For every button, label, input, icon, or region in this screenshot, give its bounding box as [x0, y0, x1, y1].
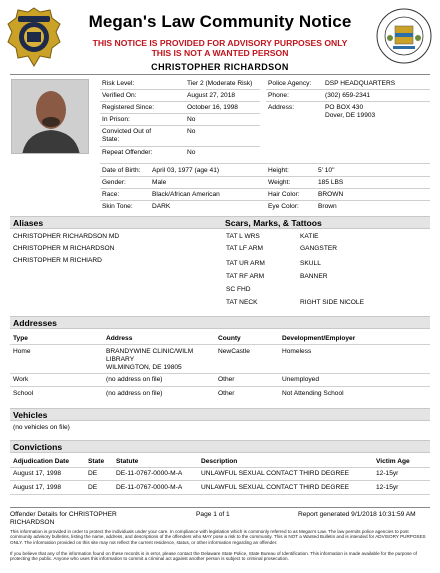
address-development: Homeless — [282, 348, 312, 355]
page-number: Page 1 of 1 — [196, 511, 230, 518]
verified-value: August 27, 2018 — [187, 92, 236, 99]
address-development: Unemployed — [282, 376, 320, 383]
conviction-state: DE — [88, 470, 98, 477]
row-divider — [100, 163, 430, 164]
row-divider — [10, 373, 430, 374]
scars-heading: Scars, Marks, & Tattoos — [225, 218, 322, 228]
repeat-offender-value: No — [187, 149, 196, 156]
row-divider — [100, 89, 260, 90]
eye-color-value: Brown — [318, 203, 337, 210]
conviction-description: UNLAWFUL SEXUAL CONTACT THIRD DEGREE — [201, 470, 350, 477]
offender-name-heading: CHRISTOPHER RICHARDSON — [151, 62, 289, 72]
address-county: NewCastle — [218, 348, 250, 355]
height-label: Height: — [268, 167, 289, 174]
advisory-notice: THIS NOTICE IS PROVIDED FOR ADVISORY PURPOSES ONLY — [92, 38, 348, 48]
row-divider — [100, 200, 430, 201]
agency-label: Police Agency: — [268, 80, 312, 87]
agency-address-line2: Dover, DE 19903 — [325, 112, 376, 119]
race-value: Black/African American — [152, 191, 220, 198]
height-value: 5' 10" — [318, 167, 335, 174]
gender-value: Male — [152, 179, 167, 186]
scar-location: TAT UR ARM — [226, 260, 265, 267]
row-divider — [100, 113, 260, 114]
dob-value: April 03, 1977 (age 41) — [152, 167, 220, 174]
state-police-badge-icon — [6, 6, 62, 68]
row-divider — [10, 467, 430, 468]
offender-photo — [11, 79, 89, 154]
address-type: Home — [13, 348, 31, 355]
scar-description: SKULL — [300, 260, 321, 267]
row-divider — [266, 89, 430, 90]
disclaimer-contact-text: If you believe that any of the information found on these records is in error, please contact the Delaware State Police, State Bureau of Identification. This information is made available for the purpose of protecting the public. Anyone who uses this information to commit a criminal act against another person is subject to criminal prosecution. — [10, 551, 417, 562]
registered-value: October 16, 1998 — [187, 104, 238, 111]
conviction-date: August 17, 1998 — [13, 470, 62, 477]
row-divider — [100, 176, 430, 177]
row-divider — [10, 494, 430, 495]
aliases-heading: Aliases — [13, 218, 44, 228]
state-seal-icon — [376, 8, 432, 64]
no-vehicles-text: (no vehicles on file) — [13, 424, 70, 431]
address-line: LIBRARY — [106, 356, 135, 363]
scar-location: TAT LF ARM — [226, 245, 264, 252]
conviction-statute: DE-11-0767-0000-M-A — [116, 470, 183, 477]
report-generated: Report generated 9/1/2018 10:31:59 AM — [298, 511, 416, 518]
dob-label: Date of Birth: — [102, 167, 141, 174]
convicted-out-value: No — [187, 128, 196, 135]
eye-color-label: Eye Color: — [268, 203, 299, 210]
column-header: Type — [13, 335, 28, 342]
scar-location: TAT NECK — [226, 299, 258, 306]
repeat-offender-label: Repeat Offender: — [102, 149, 153, 156]
column-header: Development/Employer — [282, 335, 356, 342]
weight-label: Weight: — [268, 179, 291, 186]
footer-divider — [10, 507, 430, 508]
risk-level-value: Tier 2 (Moderate Risk) — [187, 80, 253, 87]
agency-address-line1: PO BOX 430 — [325, 104, 364, 111]
footer-details-line1: Offender Details for CHRISTOPHER — [10, 511, 117, 518]
address-line: BRANDYWINE CLINIC/WILM — [106, 348, 194, 355]
column-header: County — [218, 335, 241, 342]
conviction-state: DE — [88, 484, 98, 491]
row-divider — [10, 344, 430, 345]
weight-value: 185 LBS — [318, 179, 344, 186]
conviction-victim-age: 12-15yr — [376, 470, 399, 477]
convictions-heading: Convictions — [13, 442, 63, 452]
agency-value: DSP HEADQUARTERS — [325, 80, 396, 87]
addresses-section-header — [10, 316, 430, 329]
row-divider — [10, 480, 430, 481]
address-county: Other — [218, 390, 235, 397]
convicted-out-label: Convicted Out of State: — [102, 128, 152, 143]
row-divider — [266, 101, 430, 102]
scar-location: TAT RF ARM — [226, 273, 265, 280]
verified-label: Verified On: — [102, 92, 137, 99]
registered-label: Registered Since: — [102, 104, 155, 111]
scar-description: RIGHT SIDE NICOLE — [300, 299, 364, 306]
column-header: Statute — [116, 458, 139, 465]
aliases-section-header — [10, 216, 430, 229]
row-divider — [100, 125, 260, 126]
phone-value: (302) 659-2341 — [325, 92, 371, 99]
notice-title: Megan's Law Community Notice — [88, 12, 352, 31]
addresses-heading: Addresses — [13, 318, 57, 328]
conviction-description: UNLAWFUL SEXUAL CONTACT THIRD DEGREE — [201, 484, 350, 491]
agency-address-label: Address: — [268, 104, 295, 111]
scar-location: SC FHD — [226, 286, 251, 293]
address-line: (no address on file) — [106, 376, 163, 383]
vehicles-section-header — [10, 408, 430, 421]
race-label: Race: — [102, 191, 120, 198]
phone-label: Phone: — [268, 92, 289, 99]
in-prison-label: In Prison: — [102, 116, 130, 123]
column-header: Victim Age — [376, 458, 410, 465]
alias-item: CHRISTOPHER RICHARDSON MD — [13, 233, 120, 240]
row-divider — [100, 188, 430, 189]
column-header: Adjudication Date — [13, 458, 70, 465]
not-wanted-notice: THIS IS NOT A WANTED PERSON — [151, 48, 289, 58]
column-header: Description — [201, 458, 238, 465]
row-divider — [100, 101, 260, 102]
hair-color-label: Hair Color: — [268, 191, 300, 198]
scar-location: TAT L WRS — [226, 233, 260, 240]
footer-details-line2: RICHARDSON — [10, 519, 55, 526]
in-prison-value: No — [187, 116, 196, 123]
skin-tone-label: Skin Tone: — [102, 203, 133, 210]
scar-description: KATIE — [300, 233, 319, 240]
column-header: State — [88, 458, 105, 465]
alias-item: CHRISTOPHER M RICHIARD — [13, 257, 102, 264]
conviction-date: August 17, 1998 — [13, 484, 62, 491]
address-line: (no address on file) — [106, 390, 163, 397]
address-development: Not Attending School — [282, 390, 344, 397]
conviction-victim-age: 12-15yr — [376, 484, 399, 491]
disclaimer-text: This information is provided in order to protect the individuals under your care. In compliance with legislation which is commonly referred to as Megan's Law. The law permits police agencies to post community advisory bulletins, listing the name, address, and descriptions of the offenders who MAY pose a risk to the community. This is NOT a Wanted Bulletin and is intended for ADVISORY PURPOSES ONLY. The information provided on this site may not reflect the current residence, status, or other information regarding an offender. — [10, 529, 426, 545]
gender-label: Gender: — [102, 179, 126, 186]
scar-description: GANGSTER — [300, 245, 338, 252]
row-divider — [100, 146, 260, 147]
vehicles-heading: Vehicles — [13, 410, 48, 420]
hair-color-value: BROWN — [318, 191, 344, 198]
address-county: Other — [218, 376, 235, 383]
address-type: Work — [13, 376, 29, 383]
convictions-section-header — [10, 440, 430, 453]
row-divider — [10, 386, 430, 387]
skin-tone-value: DARK — [152, 203, 171, 210]
conviction-statute: DE-11-0767-0000-M-A — [116, 484, 183, 491]
alias-item: CHRISTOPHER M RICHARDSON — [13, 245, 115, 252]
person-silhouette-icon — [12, 80, 89, 154]
address-type: School — [13, 390, 34, 397]
column-header: Address — [106, 335, 133, 342]
scar-description: BANNER — [300, 273, 328, 280]
risk-level-label: Risk Level: — [102, 80, 135, 87]
address-line: WILMINGTON, DE 19805 — [106, 364, 182, 371]
header-divider — [10, 74, 430, 75]
